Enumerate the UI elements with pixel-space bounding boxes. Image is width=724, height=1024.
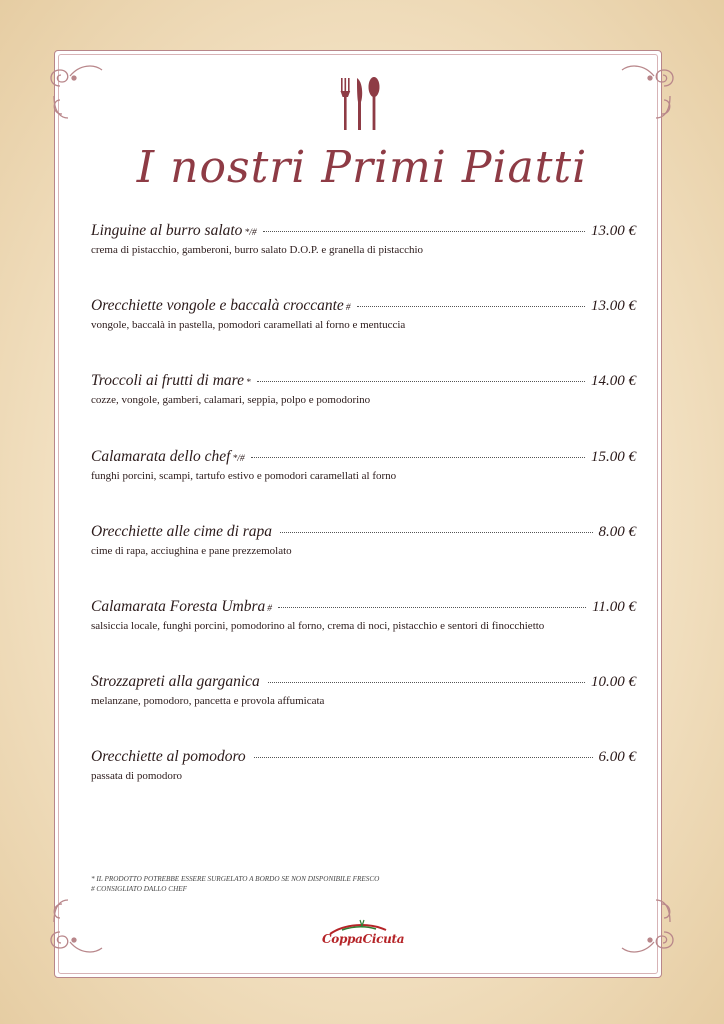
dish-item — [91, 222, 636, 297]
dot-leader — [268, 682, 585, 683]
dish-price: 10.00 € — [591, 674, 636, 691]
dish-mark: # — [267, 603, 272, 614]
dish-description: cime di rapa, acciughina e pane prezzemolato — [91, 544, 292, 557]
dish-description: melanzane, pomodoro, pancetta e provola affumicata — [91, 695, 325, 708]
dot-leader — [357, 306, 585, 307]
dish-name: Troccoli ai frutti di mare — [91, 372, 244, 390]
dish-item — [91, 748, 636, 823]
dish-name: Orecchiette vongole e baccalà croccante — [91, 297, 344, 315]
dish-price: 11.00 € — [592, 598, 636, 615]
dish-item — [91, 372, 636, 447]
dish-name: Orecchiette alle cime di rapa — [91, 522, 273, 540]
cutlery-icon — [330, 74, 390, 134]
dish-list — [91, 222, 636, 824]
dish-item — [91, 297, 636, 372]
dot-leader — [280, 532, 592, 533]
dish-name: Calamarata dello chef — [91, 447, 231, 465]
dot-leader — [263, 231, 585, 232]
dish-name: Calamarata Foresta Umbra — [91, 597, 266, 615]
corner-flourish-icon — [608, 892, 678, 962]
dot-leader — [251, 457, 585, 458]
dish-price: 13.00 € — [591, 298, 636, 315]
footnote-chef: # CONSIGLIATO DALLO CHEF — [91, 885, 188, 893]
dish-price: 13.00 € — [591, 223, 636, 239]
dish-description: cozze, vongole, gamberi, calamari, seppia, polpo e pomodorino — [91, 394, 371, 407]
dish-mark: # — [345, 303, 351, 314]
corner-flourish-icon — [46, 56, 116, 126]
dot-leader — [254, 757, 593, 758]
dish-mark: */# — [244, 228, 257, 238]
dish-price: 15.00 € — [591, 448, 636, 465]
dish-price: 14.00 € — [591, 373, 636, 390]
brand-logo — [322, 918, 405, 962]
footnote-frozen: * IL PRODOTTO POTREBBE ESSERE SURGELATO A BORDO SE NON DISPONIBILE FRESCO — [91, 875, 380, 883]
dish-name: Strozzapreti alla garganica — [91, 673, 260, 691]
corner-flourish-icon — [46, 892, 116, 962]
dish-price: 8.00 € — [598, 523, 636, 540]
brand-name: CoppaCicuta — [322, 932, 405, 946]
dish-item — [91, 448, 636, 523]
dot-leader — [278, 607, 586, 608]
dish-name: Orecchiette al pomodoro — [91, 748, 246, 766]
dish-description: salsiccia locale, funghi porcini, pomodorino al forno, crema di noci, pistacchio e sentori di finocchietto — [91, 619, 545, 632]
dish-mark: */# — [232, 453, 245, 464]
dish-mark: * — [246, 378, 251, 389]
footnotes — [91, 874, 379, 894]
corner-flourish-icon — [608, 56, 678, 126]
dish-description: funghi porcini, scampi, tartufo estivo e pomodori caramellati al forno — [91, 469, 397, 482]
dot-leader — [257, 381, 585, 382]
page-title: I nostri Primi Piatti — [136, 142, 588, 193]
dish-item — [91, 523, 636, 598]
dish-item — [91, 598, 636, 673]
dish-description: passata di pomodoro — [91, 770, 183, 783]
dish-price: 6.00 € — [598, 749, 636, 766]
dish-item — [91, 673, 636, 748]
dish-description: vongole, baccalà in pastella, pomodori caramellati al forno e mentuccia — [91, 319, 406, 332]
dish-description: crema di pistacchio, gamberoni, burro salato D.O.P. e granella di pistacchio — [91, 244, 424, 256]
dish-name: Linguine al burro salato — [91, 222, 243, 239]
